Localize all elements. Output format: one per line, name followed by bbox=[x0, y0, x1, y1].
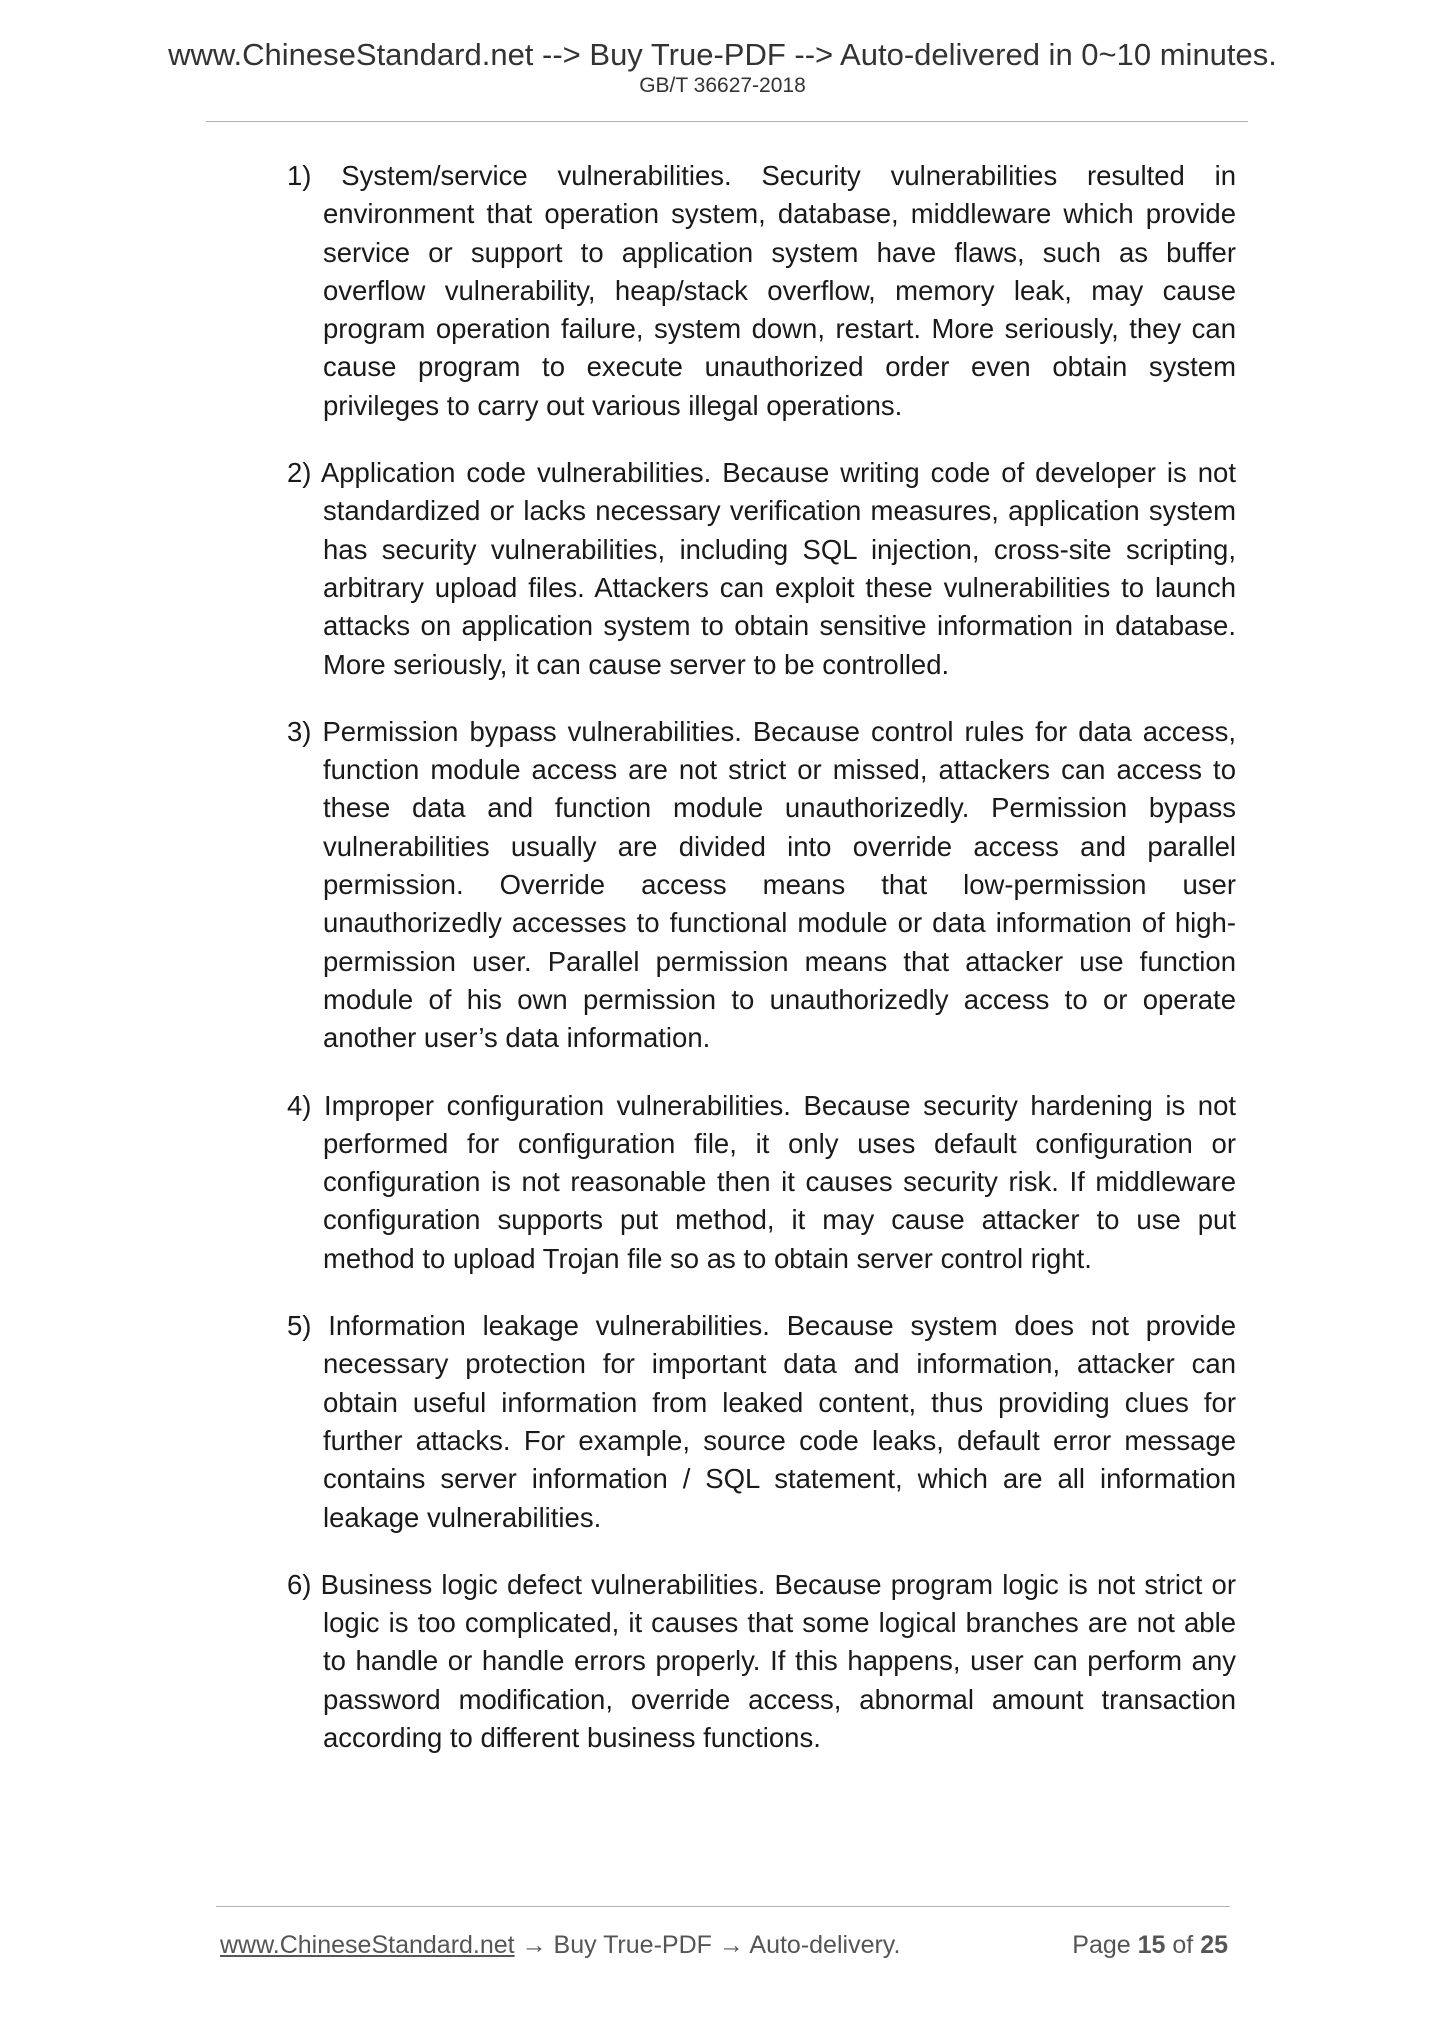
list-item-application-code: 2) Application code vulnerabilities. Because writing code of developer is not standardized or lacks necessary verification measures, application system has security vulnerabilities, including SQL injection, cross-site scripting, arbitrary upload files. Attackers can exploit these vulnerabilities to launch attacks on application system to obtain sensitive information in database. More seriously, it can cause server to be controlled. bbox=[287, 457, 1236, 680]
list-item-information-leakage: 5) Information leakage vulnerabilities. Because system does not provide necessary protection for important data and information, attacker can obtain useful information from leaked content, thus providing clues for further attacks. For example, source code leaks, default error message contains server information / SQL statement, which are all information leakage vulnerabilities. bbox=[287, 1310, 1236, 1533]
page-indicator bbox=[1072, 1927, 1228, 1963]
current-page-number: 15 bbox=[1137, 1931, 1166, 1959]
footer-promo bbox=[220, 1927, 900, 1963]
footer-site-link[interactable]: www.ChineseStandard.net bbox=[220, 1931, 515, 1959]
header-divider bbox=[206, 121, 1248, 122]
list-item-permission-bypass: 3) Permission bypass vulnerabilities. Because control rules for data access, function module access are not strict or missed, attackers can access to these data and function module unauthorizedly. Permission bypass vulnerabilities usually are divided into override access and parallel permission. Override access means that low-permission user unauthorizedly accesses to functional module or data information of high-permission user. Parallel permission means that attacker use function module of his own permission to unauthorizedly access to or operate another user’s data information. bbox=[287, 715, 1236, 1054]
vulnerability-list bbox=[287, 157, 1236, 1786]
footer-promo-text: → Buy True-PDF → Auto-delivery. bbox=[514, 1931, 901, 1959]
of-label: of bbox=[1172, 1931, 1194, 1959]
page-footer bbox=[220, 1927, 1228, 1963]
list-item-business-logic: 6) Business logic defect vulnerabilities. Because program logic is not strict or logic is too complicated, it causes that some logical branches are not able to handle or handle errors properly. If this happens, user can perform any password modification, override access, abnormal amount transaction according to different business functions. bbox=[287, 1568, 1236, 1753]
standard-number: GB/T 36627-2018 bbox=[639, 74, 806, 97]
total-page-count: 25 bbox=[1200, 1931, 1228, 1959]
list-item-system-service: 1) System/service vulnerabilities. Security vulnerabilities resulted in environment that operation system, database, middleware which provide service or support to application system have flaws, such as buffer overflow vulnerability, heap/stack overflow, memory leak, may cause program operation failure, system down, restart. More seriously, they can cause program to execute unauthorized order even obtain system privileges to carry out various illegal operations. bbox=[287, 160, 1236, 421]
footer-divider bbox=[216, 1906, 1230, 1907]
list-item-improper-configuration: 4) Improper configuration vulnerabilities. Because security hardening is not performed for configuration file, it only uses default configuration or configuration is not reasonable then it causes security risk. If middleware configuration supports put method, it may cause attacker to use put method to upload Trojan file so as to obtain server control right. bbox=[287, 1089, 1236, 1274]
page-label: Page bbox=[1072, 1931, 1131, 1959]
header-banner: www.ChineseStandard.net --> Buy True-PDF --> Auto-delivered in 0~10 minutes. bbox=[168, 37, 1277, 72]
